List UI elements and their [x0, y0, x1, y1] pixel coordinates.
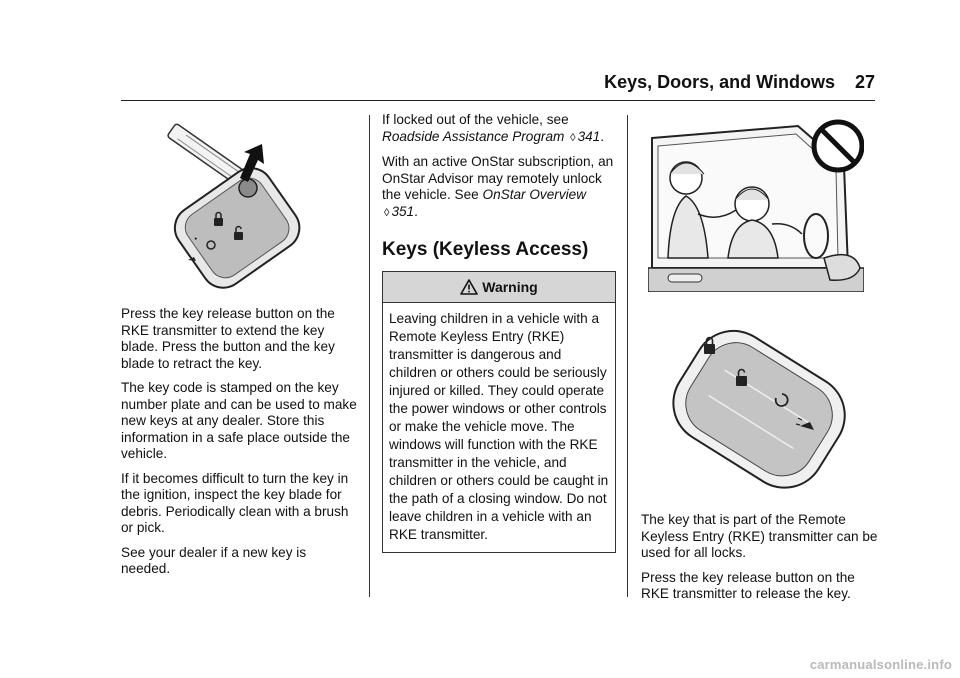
page-reference[interactable]: 341: [577, 128, 601, 144]
page-header: [121, 70, 875, 101]
paragraph: If locked out of the vehicle, see Roadside Assistance Program ◊ 341.: [382, 112, 605, 144]
paragraph: The key that is part of the Remote Keyless Entry (RKE) transmitter can be used for all locks.: [641, 512, 878, 560]
paragraph: With an active OnStar subscription, an OnStar Advisor may remotely unlock the vehicle. See OnStar Overview ◊ 351.: [382, 154, 614, 219]
cross-reference-link[interactable]: Roadside Assistance Program: [382, 128, 565, 144]
warning-title: Warning: [482, 278, 538, 295]
page-number: 27: [854, 72, 875, 92]
cross-reference-link[interactable]: OnStar Overview: [482, 187, 587, 202]
prohibition-sign-icon: [814, 122, 862, 170]
reference-arrow-icon: ◊: [384, 206, 390, 219]
column-divider: [369, 115, 370, 597]
paragraph: If it becomes difficult to turn the key in the ignition, inspect the key blade for debris. Periodically clean with a brush or pick.: [121, 470, 349, 535]
keyless-fob-illustration: [648, 318, 868, 504]
warning-header: [383, 272, 615, 303]
warning-body: Leaving children in a vehicle with a Remote Keyless Entry (RKE) transmitter is dangerous and children or others could be seriously injured or killed. They could operate the power windows or other controls or make the vehicle move. The windows will function with the RKE transmitter in the vehicle, and children or others could be caught in the path of a closing window. Do not leave children in a vehicle with an RKE transmitter.: [389, 311, 609, 542]
paragraph: Press the key release button on the RKE transmitter to release the key.: [641, 569, 855, 601]
column-3: [641, 512, 879, 611]
warning-box: [382, 271, 616, 553]
page-reference[interactable]: 351: [391, 203, 415, 219]
column-divider: [627, 115, 628, 597]
warning-triangle-icon: [460, 279, 478, 295]
section-heading: Keys (Keyless Access): [382, 239, 589, 260]
flip-key-illustration: [140, 112, 340, 302]
header-title: Keys, Doors, and Windows: [604, 72, 835, 92]
children-in-vehicle-illustration: [648, 118, 864, 292]
reference-arrow-icon: ◊: [570, 131, 576, 144]
paragraph: Press the key release button on the RKE transmitter to extend the key blade. Press the button and the key blade to retract the key.: [121, 306, 335, 371]
column-1: [121, 306, 357, 586]
paragraph: See your dealer if a new key is needed.: [121, 544, 307, 576]
paragraph: The key code is stamped on the key number plate and can be used to make new keys at any dealer. Store this information in a safe place outside the vehicle.: [121, 380, 357, 461]
watermark: carmanualsonline.info: [809, 657, 952, 672]
column-2: [382, 112, 616, 553]
